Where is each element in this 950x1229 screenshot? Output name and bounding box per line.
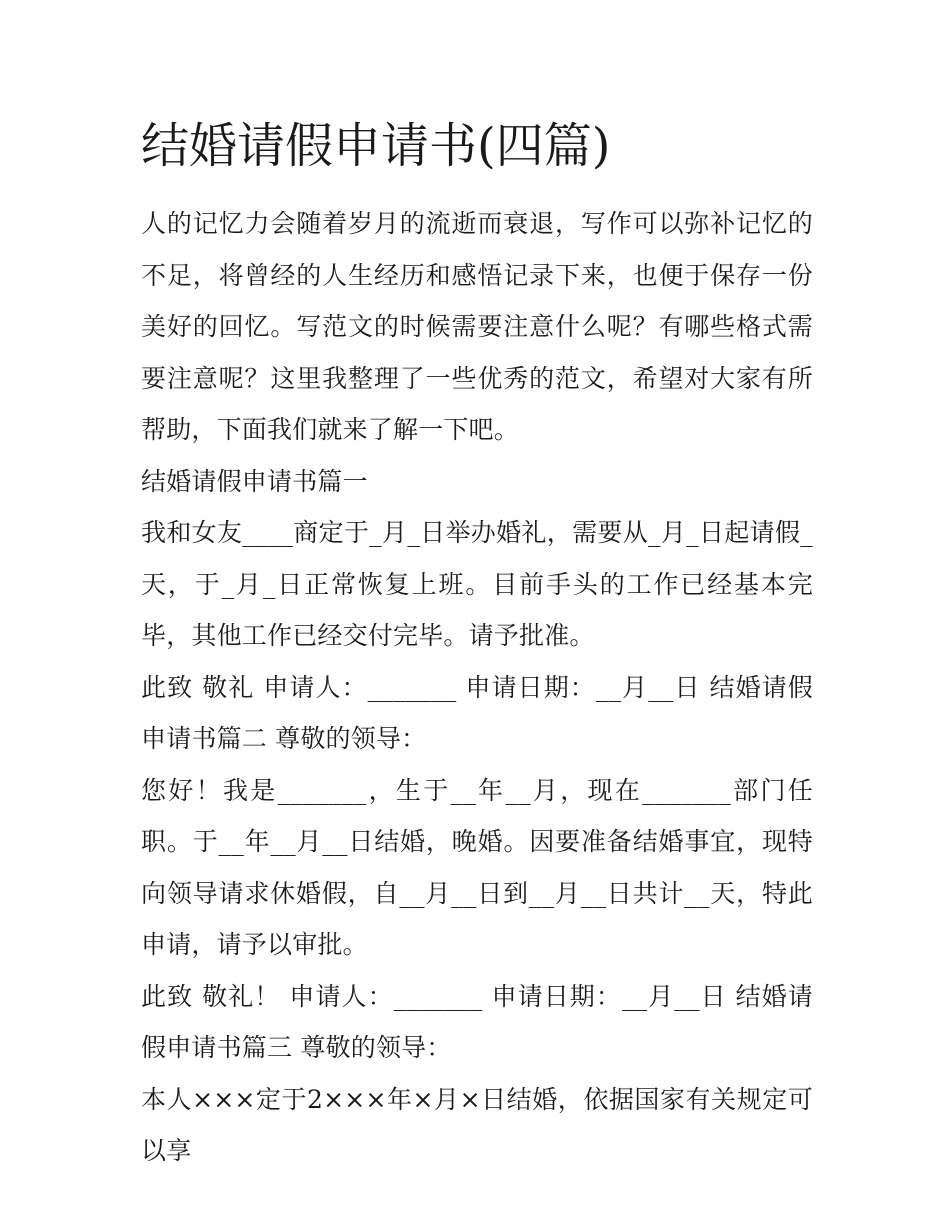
intro-paragraph: 人的记忆力会随着岁月的流逝而衰退，写作可以弥补记忆的不足，将曾经的人生经历和感悟记录下来，也便于保存一份美好的回忆。写范文的时候需要注意什么呢？有哪些格式需要注意呢？这里我整理了一些优秀的范文，希望对大家有所帮助，下面我们就来了解一下吧。 — [141, 209, 813, 444]
body-paragraph: 您好！我是_______，生于__年__月，现在_______部门任职。于__年__月__日结婚，晚婚。因要准备结婚事宜，现特向领导请求休婚假，自__月__日到__月__日共计__天，特此申请，请予以审批。 — [141, 775, 813, 959]
section-heading-1: 结婚请假申请书篇一 — [141, 466, 368, 496]
document-page — [141, 112, 813, 1177]
closing-paragraph: 此致 敬礼！ 申请人：_______ 申请日期：__月__日 结婚请假申请书篇三 尊敬的领导： — [141, 981, 813, 1062]
body-paragraph: 本人×××定于2×××年×月×日结婚，依据国家有关规定可以享 — [141, 1084, 813, 1165]
closing-paragraph: 此致 敬礼 申请人：_______ 申请日期：__月__日 结婚请假申请书篇二 尊敬的领导： — [141, 672, 813, 753]
body-paragraph: 我和女友____商定于_月_日举办婚礼，需要从_月_日起请假_天，于_月_日正常恢复上班。目前手头的工作已经基本完毕，其他工作已经交付完毕。请予批准。 — [141, 518, 813, 650]
document-title: 结婚请假申请书(四篇) — [141, 118, 611, 174]
